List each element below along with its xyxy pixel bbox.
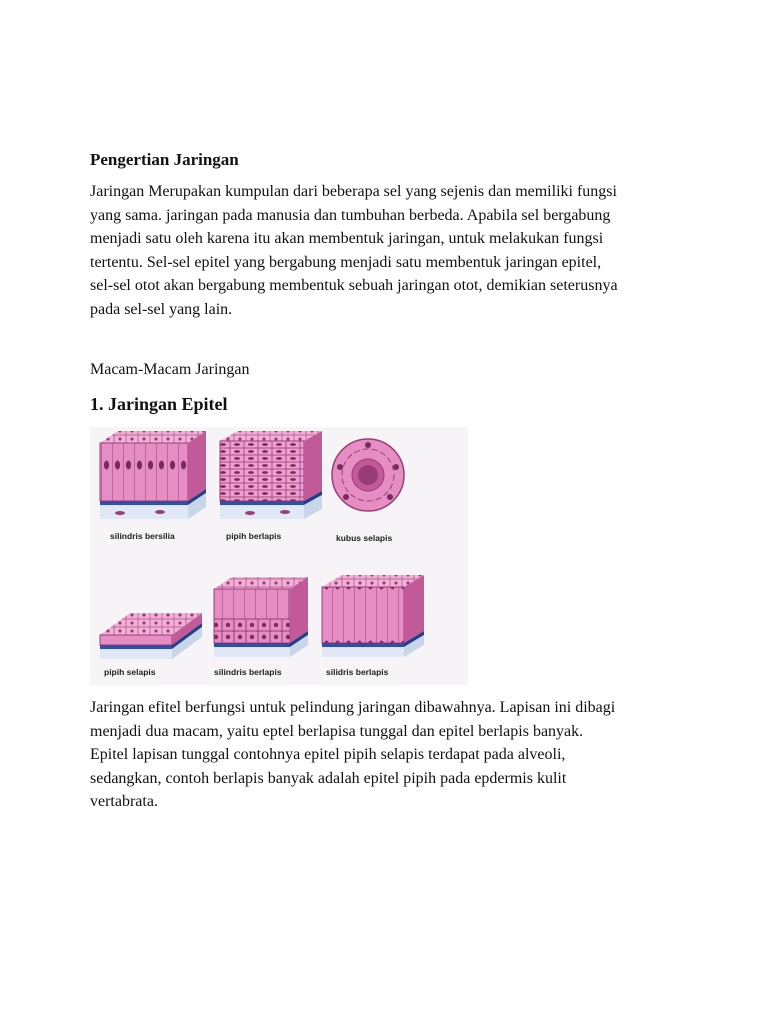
block-silidris-berlapis: [322, 575, 424, 677]
body-line: vertabrata.: [90, 793, 158, 810]
body-line: Epitel lapisan tunggal contohnya epitel pipih selapis terdapat pada alveoli,: [90, 746, 566, 763]
intro-line: menjadi satu oleh karena itu akan membentuk jaringan, untuk melakukan fungsi: [90, 230, 604, 247]
subtitle: Macam-Macam Jaringan: [90, 361, 250, 378]
block-silindris-bersilia: [100, 431, 206, 541]
intro-line: sel-sel otot akan bergabung membentuk sebuah jaringan otot, demikian seterusnya: [90, 277, 618, 294]
label-silidris-berlapis: silidris berlapis: [326, 667, 389, 677]
epithelium-illustration: [90, 427, 468, 685]
intro-paragraph: [90, 180, 690, 321]
epithelium-figure: [90, 427, 468, 685]
label-pipih-selapis: pipih selapis: [104, 667, 156, 677]
body-line: sedangkan, contoh berlapis banyak adalah epitel pipih pada epdermis kulit: [90, 769, 567, 787]
intro-line: pada sel-sel yang lain.: [90, 300, 233, 318]
page-heading: Pengertian Jaringan: [90, 150, 239, 169]
label-pipih-berlapis: pipih berlapis: [226, 531, 282, 541]
body-line: Jaringan efitel berfungsi untuk pelindung jaringan dibawahnya. Lapisan ini dibagi: [90, 699, 616, 716]
block-silindris-berlapis: [214, 577, 308, 677]
section-title: 1. Jaringan Epitel: [90, 394, 228, 414]
epitel-paragraph: [90, 696, 690, 814]
intro-line: tertentu. Sel-sel epitel yang bergabung menjadi satu membentuk jaringan epitel,: [90, 253, 602, 271]
label-kubus-selapis: kubus selapis: [336, 533, 393, 543]
label-silindris-berlapis: silindris berlapis: [214, 667, 282, 677]
block-kubus-selapis: [332, 439, 404, 543]
intro-line: yang sama. jaringan pada manusia dan tumbuhan berbeda. Apabila sel bergabung: [90, 206, 611, 224]
label-silindris-bersilia: silindris bersilia: [110, 531, 175, 541]
body-line: menjadi dua macam, yaitu eptel berlapisa tunggal dan epitel berlapis banyak.: [90, 722, 584, 740]
block-pipih-selapis: [100, 613, 202, 677]
intro-line: Jaringan Merupakan kumpulan dari beberapa sel yang sejenis dan memiliki fungsi: [90, 183, 617, 200]
block-pipih-berlapis: [220, 431, 322, 541]
